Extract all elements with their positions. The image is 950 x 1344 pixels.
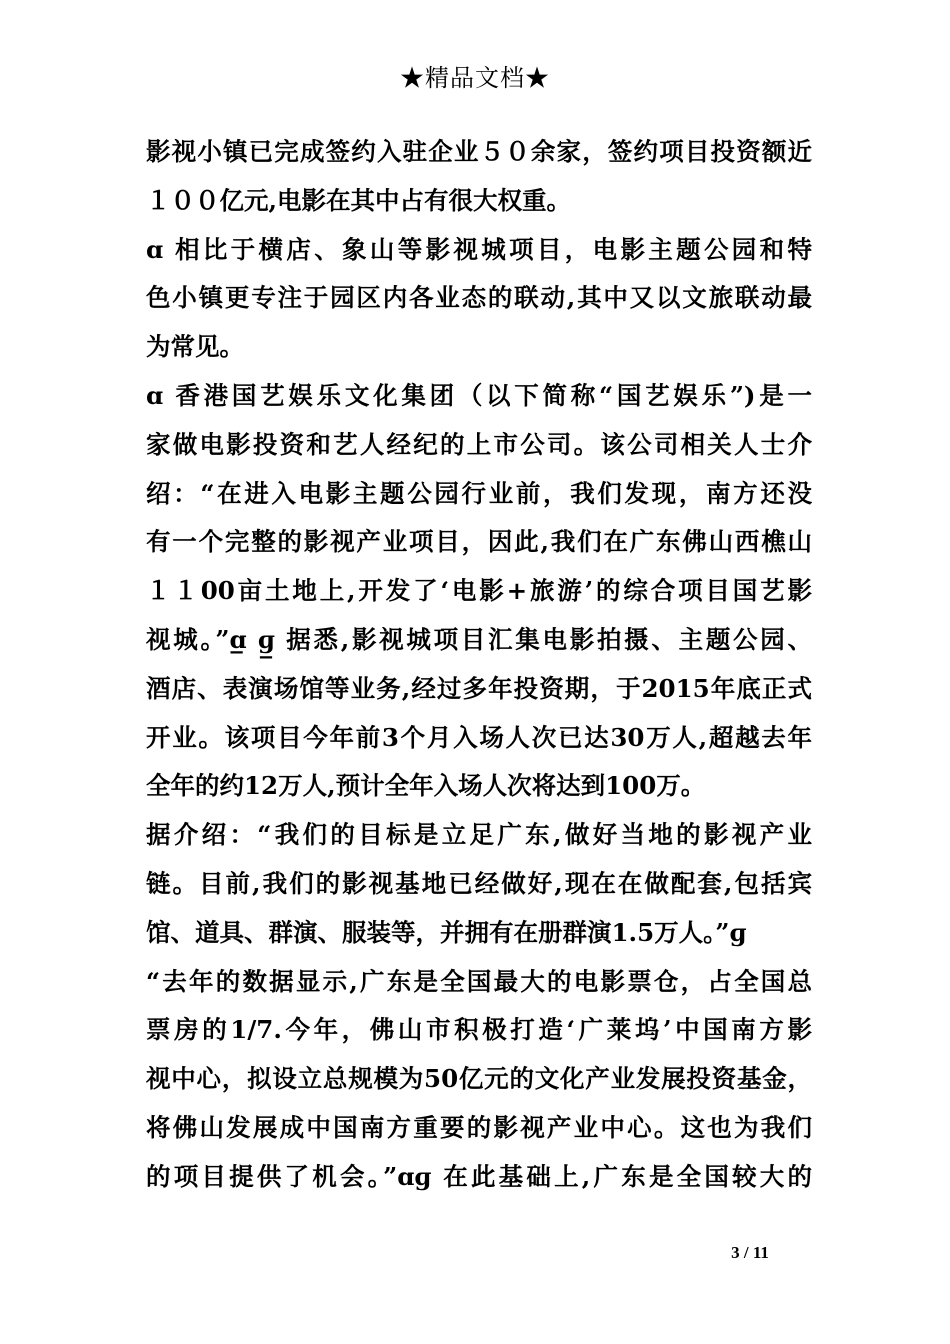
body-line-14: 全年的约12万人,预计全年入场人次将达到100万。 [146,771,706,801]
body-line-13: 开业。该项目今年前3个月入场人次已达30万人,超越去年 [146,722,812,752]
body-line-1: 影视小镇已完成签约入驻企业５０余家，签约项目投资额近 [146,137,812,166]
body-line-9: 有一个完整的影视产业项目，因此,我们在广东佛山西樵山 [146,527,812,557]
page-number: 3 / 11 [731,1243,769,1262]
body-line-2: １００亿元,电影在其中占有很大权重。 [146,185,572,215]
body-line-21: 将佛山发展成中国南方重要的影视产业中心。这也为我们 [146,1112,812,1142]
body-line-22: 的项目提供了机会。”ɑɡ 在此基础上,广东是全国较大的 [146,1161,812,1191]
body-line-17: 馆、道具、群演、服装等，并拥有在册群演1.5万人。”ɡ [146,917,747,947]
body-line-8: 绍：“在进入电影主题公园行业前，我们发现，南方还没 [146,478,812,508]
body-line-7: 家做电影投资和艺人经纪的上市公司。该公司相关人士介 [146,429,812,459]
body-line-6: ɑ 香港国艺娱乐文化集团（以下简称“国艺娱乐”)是一 [146,380,812,410]
body-line-10: １１00亩土地上,开发了‘电影+旅游’的综合项目国艺影 [146,576,812,606]
body-line-15: 据介绍：“我们的目标是立足广东,做好当地的影视产业 [146,820,812,850]
body-line-18: “去年的数据显示,广东是全国最大的电影票仓，占全国总 [146,966,812,996]
body-line-5: 为常见。 [146,332,244,362]
body-line-11: 视城。”ɑ̲ ɡ̲ 据悉,影视城项目汇集电影拍摄、主题公园、 [146,624,812,654]
body-line-12: 酒店、表演场馆等业务,经过多年投资期，于2015年底正式 [146,673,812,703]
body-line-4: 色小镇更专注于园区内各业态的联动,其中又以文旅联动最 [146,283,812,313]
body-line-19: 票房的1/7.今年，佛山市积极打造‘广莱坞’中国南方影 [146,1015,812,1045]
body-line-20: 视中心，拟设立总规模为50亿元的文化产业发展投资基金， [146,1064,812,1094]
document-header-title: ★精品文档★ [400,64,550,92]
body-line-16: 链。目前,我们的影视基地已经做好,现在在做配套,包括宾 [146,868,812,898]
body-line-3: ɑ 相比于横店、象山等影视城项目，电影主题公园和特 [146,234,812,264]
document-body [146,128,812,1202]
